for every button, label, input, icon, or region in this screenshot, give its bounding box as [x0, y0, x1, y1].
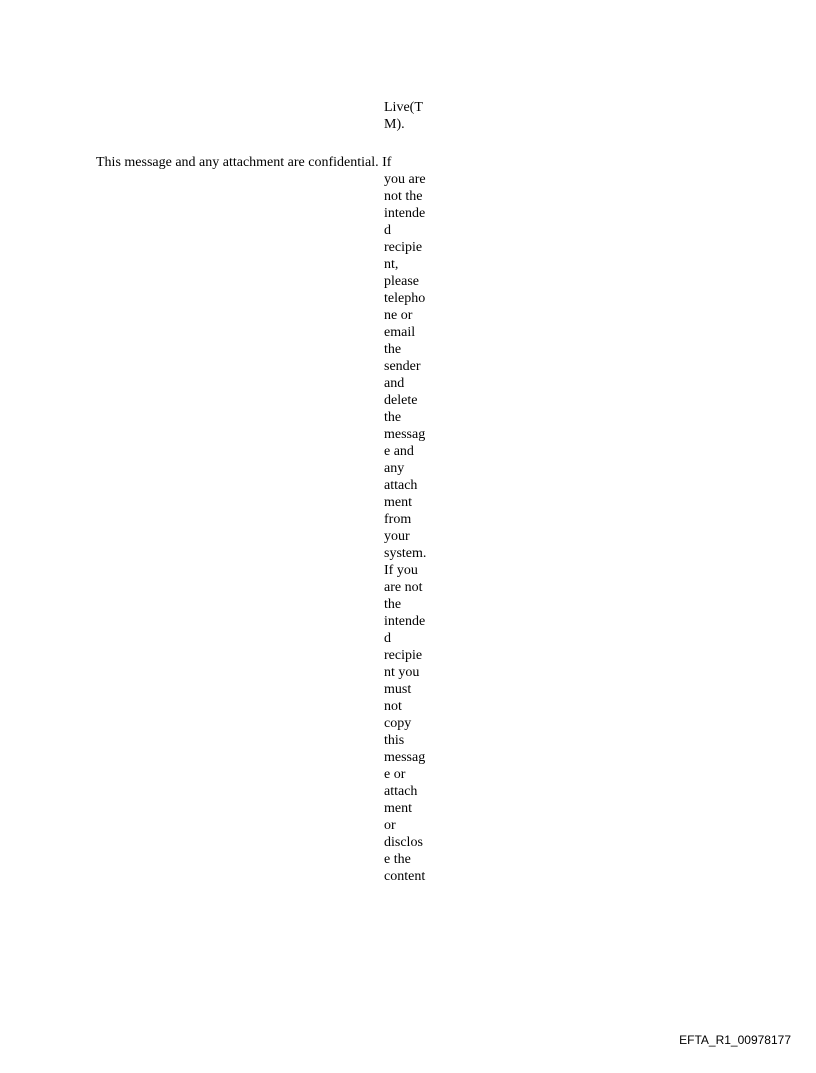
- disclaimer-column-line: from: [384, 512, 412, 527]
- document-id: EFTA_R1_00978177: [679, 1033, 791, 1047]
- disclaimer-column-line: not: [384, 699, 402, 714]
- disclaimer-column-line: recipie: [384, 240, 423, 255]
- disclaimer-column-line: e and: [384, 444, 414, 459]
- top-fragment-line-2: M).: [384, 117, 405, 132]
- disclaimer-column-line: or: [384, 818, 396, 833]
- disclaimer-column-line: and: [384, 376, 405, 391]
- disclaimer-column-line: are not: [384, 580, 423, 595]
- disclaimer-column-line: d: [384, 223, 391, 238]
- disclaimer-column-line: this: [384, 733, 405, 748]
- disclaimer-column-line: not the: [384, 189, 423, 204]
- disclaimer-column-line: telepho: [384, 291, 426, 306]
- disclaimer-column-line: you are: [384, 172, 426, 187]
- disclaimer-column-line: content: [384, 869, 426, 884]
- disclaimer-column-line: e or: [384, 767, 406, 782]
- disclaimer-column-line: please: [384, 274, 419, 289]
- disclaimer-column-line: nt,: [384, 257, 399, 272]
- disclaimer-column-line: ment: [384, 801, 412, 816]
- disclaimer-column-line: d: [384, 631, 391, 646]
- disclaimer-column-line: must: [384, 682, 412, 697]
- disclaimer-column-line: your: [384, 529, 410, 544]
- disclaimer-column-line: intende: [384, 614, 426, 629]
- disclaimer-column-line: the: [384, 410, 402, 425]
- disclaimer-column: [384, 171, 444, 885]
- top-fragment-line-1: Live(T: [384, 100, 423, 115]
- disclaimer-column-line: email: [384, 325, 416, 340]
- disclaimer-column-line: attach: [384, 478, 418, 493]
- disclaimer-column-line: messag: [384, 750, 426, 765]
- disclaimer-column-line: ment: [384, 495, 412, 510]
- disclaimer-column-line: any: [384, 461, 405, 476]
- disclaimer-column-line: copy: [384, 716, 412, 731]
- disclaimer-column-line: nt you: [384, 665, 420, 680]
- disclaimer-column-line: ne or: [384, 308, 413, 323]
- disclaimer-column-line: the: [384, 597, 402, 612]
- disclaimer-column-line: intende: [384, 206, 426, 221]
- disclaimer-column-line: delete: [384, 393, 418, 408]
- disclaimer-column-line: If you: [384, 563, 418, 578]
- disclaimer-column-line: sender: [384, 359, 421, 374]
- disclaimer-column-line: recipie: [384, 648, 423, 663]
- disclaimer-column-line: attach: [384, 784, 418, 799]
- disclaimer-lead-line: This message and any attachment are confidential. If: [96, 155, 392, 170]
- disclaimer-column-line: system.: [384, 546, 427, 561]
- disclaimer-column-line: the: [384, 342, 402, 357]
- disclaimer-column-line: disclos: [384, 835, 423, 850]
- disclaimer-column-line: messag: [384, 427, 426, 442]
- disclaimer-column-line: e the: [384, 852, 411, 867]
